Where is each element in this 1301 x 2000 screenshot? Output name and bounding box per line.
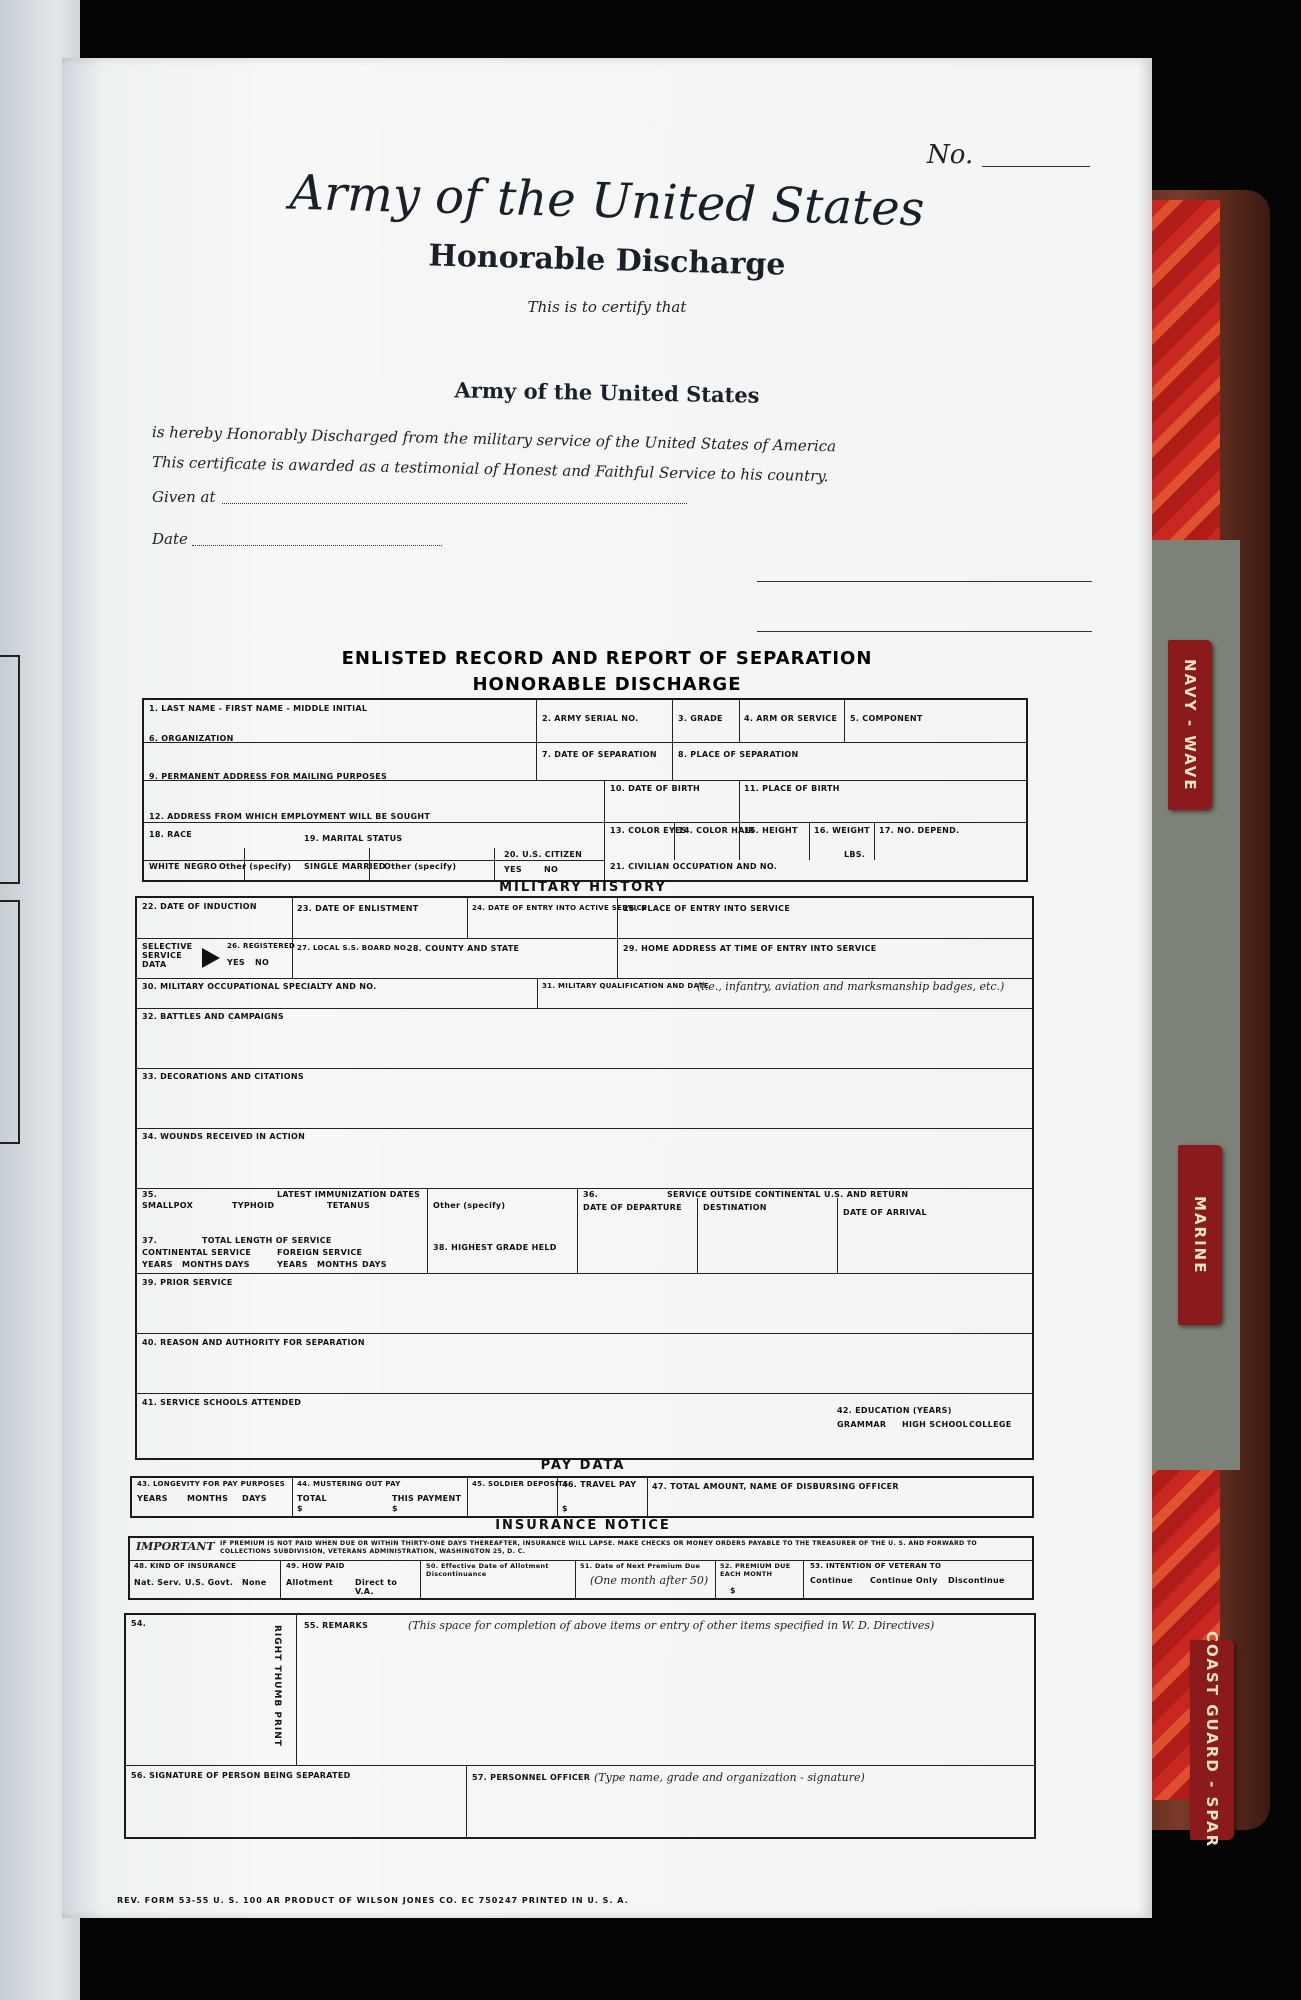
mustering-this-payment[interactable]: THIS PAYMENT: [392, 1494, 462, 1503]
immunization-tetanus[interactable]: TETANUS: [327, 1201, 371, 1210]
field-35: 35.: [142, 1190, 158, 1199]
field-color-eyes[interactable]: 13. COLOR EYES: [610, 826, 687, 835]
tab-navy-wave[interactable]: NAVY - WAVE: [1168, 640, 1212, 810]
paid-direct[interactable]: Direct to V.A.: [355, 1578, 398, 1596]
certificate-subtitle: Honorable Discharge: [428, 238, 786, 283]
foreign-months[interactable]: MONTHS: [317, 1260, 359, 1269]
left-page-form-box: [0, 900, 20, 1144]
remarks-note: (This space for completion of above items or entry of other items specified in W. D. Directives): [408, 1619, 935, 1632]
total-length-heading: TOTAL LENGTH OF SERVICE: [202, 1236, 332, 1245]
field-height[interactable]: 15. HEIGHT: [744, 826, 798, 835]
given-at-label: Given at: [152, 488, 216, 506]
field-organization[interactable]: 6. ORGANIZATION: [149, 734, 234, 743]
field-grade[interactable]: 3. GRADE: [678, 714, 723, 723]
immunization-typhoid[interactable]: TYPHOID: [232, 1201, 275, 1210]
longevity-years[interactable]: YEARS: [137, 1494, 168, 1503]
date-label: Date: [152, 530, 188, 548]
field-36: 36.: [583, 1190, 599, 1199]
intention-continue[interactable]: Continue: [810, 1576, 853, 1585]
service-outside-heading: SERVICE OUTSIDE CONTINENTAL U.S. AND RETURN: [667, 1190, 909, 1199]
citizen-yes[interactable]: YES: [504, 865, 522, 874]
field-marital-status: 19. MARITAL STATUS: [304, 834, 403, 843]
race-other[interactable]: Other (specify): [219, 862, 292, 871]
field-date-enlistment[interactable]: 23. DATE OF ENLISTMENT: [297, 904, 419, 913]
paid-allotment[interactable]: Allotment: [286, 1578, 333, 1587]
personal-info-box: [142, 698, 1028, 882]
field-total-amount[interactable]: 47. TOTAL AMOUNT, NAME OF DISBURSING OFFICER: [652, 1482, 899, 1491]
field-home-address[interactable]: 29. HOME ADDRESS AT TIME OF ENTRY INTO SERVICE: [623, 944, 877, 953]
foreign-service: FOREIGN SERVICE: [277, 1248, 363, 1257]
arrow-right-icon: [202, 948, 220, 968]
registered-no[interactable]: NO: [255, 958, 270, 967]
field-local-board[interactable]: 27. LOCAL S.S. BOARD NO.: [297, 944, 409, 952]
insurance-notice-text: IF PREMIUM IS NOT PAID WHEN DUE OR WITHIN THIRTY-ONE DAYS THEREAFTER, INSURANCE WILL LAPSE. MAKE CHECKS OR MONEY ORDERS PAYABLE TO THE TREASURER OF THE U. S. AND FORWARD TO COLLECTIONS SUBDIVISION, VETERANS ADMINISTRATION, WASHINGTON 25, D. C.: [220, 1540, 977, 1555]
field-mustering-out: 44. MUSTERING OUT PAY: [297, 1480, 401, 1488]
important-label: IMPORTANT: [136, 1540, 215, 1553]
marital-married[interactable]: MARRIED: [342, 862, 386, 871]
field-occupational-specialty[interactable]: 30. MILITARY OCCUPATIONAL SPECIALTY AND NO.: [142, 982, 377, 991]
tab-marine[interactable]: MARINE: [1178, 1145, 1222, 1325]
form-page: [62, 58, 1152, 1918]
field-departure[interactable]: DATE OF DEPARTURE: [583, 1203, 682, 1212]
marital-other[interactable]: Other (specify): [384, 862, 457, 871]
field-highest-grade[interactable]: 38. HIGHEST GRADE HELD: [433, 1243, 557, 1252]
thumb-print-area[interactable]: [130, 1635, 265, 1760]
mustering-total[interactable]: TOTAL: [297, 1494, 327, 1503]
field-wounds[interactable]: 34. WOUNDS RECEIVED IN ACTION: [142, 1132, 306, 1141]
field-remarks[interactable]: 55. REMARKS: [304, 1621, 369, 1630]
army-line: Army of the United States: [454, 377, 760, 408]
field-signature[interactable]: 56. SIGNATURE OF PERSON BEING SEPARATED: [131, 1771, 351, 1780]
next-premium-note: (One month after 50): [590, 1574, 709, 1587]
remarks-box: [124, 1613, 1036, 1839]
form-footer: REV. FORM 53-55 U. S. 100 AR PRODUCT OF WILSON JONES CO. EC 750247 PRINTED IN U. S. A.: [117, 1896, 629, 1905]
certificate-title: Army of the United States: [288, 164, 926, 238]
field-arm-service[interactable]: 4. ARM OR SERVICE: [744, 714, 838, 723]
field-battles[interactable]: 32. BATTLES AND CAMPAIGNS: [142, 1012, 284, 1021]
field-date-induction[interactable]: 22. DATE OF INDUCTION: [142, 902, 257, 911]
field-allotment-discontinuance[interactable]: 50. Effective Date of Allotment Discontinuance: [426, 1562, 549, 1578]
race-negro[interactable]: NEGRO: [184, 862, 218, 871]
field-military-qualification[interactable]: 31. MILITARY QUALIFICATION AND DATE: [542, 982, 709, 990]
field-longevity: 43. LONGEVITY FOR PAY PURPOSES: [137, 1480, 286, 1488]
foreign-years[interactable]: YEARS: [277, 1260, 308, 1269]
field-civilian-occupation[interactable]: 21. CIVILIAN OCCUPATION AND NO.: [610, 862, 778, 871]
insurance-box: [128, 1536, 1034, 1600]
field-no-depend[interactable]: 17. NO. DEPEND.: [879, 826, 960, 835]
insurance-heading: INSURANCE NOTICE: [495, 1518, 671, 1533]
field-place-separation[interactable]: 8. PLACE OF SEPARATION: [678, 750, 799, 759]
awarded-text: This certificate is awarded as a testimonial of Honest and Faithful Service to his country.: [151, 453, 829, 486]
intention-discontinue[interactable]: Discontinue: [948, 1576, 1005, 1585]
lbs-label: LBS.: [844, 850, 866, 859]
number-label: No.: [927, 140, 974, 170]
field-premium-due[interactable]: 52. PREMIUM DUE EACH MONTH: [720, 1562, 791, 1578]
field-travel-pay[interactable]: 46. TRAVEL PAY: [562, 1480, 637, 1489]
continental-service: CONTINENTAL SERVICE: [142, 1248, 252, 1257]
field-reason-authority[interactable]: 40. REASON AND AUTHORITY FOR SEPARATION: [142, 1338, 365, 1347]
field-destination[interactable]: DESTINATION: [703, 1203, 767, 1212]
thumb-print-label: RIGHT THUMB PRINT: [272, 1625, 282, 1747]
pay-data-box: [130, 1476, 1034, 1518]
foreign-days[interactable]: DAYS: [362, 1260, 387, 1269]
field-kind-insurance: 48. KIND OF INSURANCE: [134, 1562, 237, 1570]
field-37: 37.: [142, 1236, 158, 1245]
field-registered: 26. REGISTERED: [227, 942, 296, 950]
field-personnel-officer[interactable]: 57. PERSONNEL OFFICER: [472, 1773, 591, 1782]
field-place-entry[interactable]: 25. PLACE OF ENTRY INTO SERVICE: [623, 904, 791, 913]
left-page-form-box: [0, 655, 20, 884]
field-soldier-deposits[interactable]: 45. SOLDIER DEPOSITS: [472, 1480, 569, 1488]
tab-coast-guard-spar[interactable]: COAST GUARD - SPAR: [1190, 1640, 1234, 1840]
field-component[interactable]: 5. COMPONENT: [850, 714, 923, 723]
citizen-no[interactable]: NO: [544, 865, 559, 874]
field-us-citizen: 20. U.S. CITIZEN: [504, 850, 583, 859]
immunization-other[interactable]: Other (specify): [433, 1201, 506, 1210]
education-high-school[interactable]: HIGH SCHOOL: [902, 1420, 969, 1429]
field-color-hair[interactable]: 14. COLOR HAIR: [678, 826, 755, 835]
field-last-name[interactable]: 1. LAST NAME - FIRST NAME - MIDDLE INITIAL: [149, 704, 368, 713]
insurance-natserv[interactable]: Nat. Serv.: [134, 1578, 182, 1587]
education-college[interactable]: COLLEGE: [969, 1420, 1012, 1429]
field-permanent-address[interactable]: 9. PERMANENT ADDRESS FOR MAILING PURPOSES: [149, 772, 388, 781]
personnel-officer-note: (Type name, grade and organization - signature): [594, 1771, 865, 1784]
race-white[interactable]: WHITE: [149, 862, 180, 871]
field-date-entry[interactable]: 24. DATE OF ENTRY INTO ACTIVE SERVICE: [472, 904, 648, 912]
military-history-heading: MILITARY HISTORY: [499, 880, 667, 895]
field-54: 54.: [131, 1619, 147, 1628]
cont-years[interactable]: YEARS: [142, 1260, 173, 1269]
mustering-total-dollar: $: [297, 1504, 303, 1513]
cont-months[interactable]: MONTHS: [182, 1260, 224, 1269]
premium-dollar: $: [730, 1586, 736, 1595]
field-place-of-birth[interactable]: 11. PLACE OF BIRTH: [744, 784, 840, 793]
field-county-state[interactable]: 28. COUNTY AND STATE: [407, 944, 520, 953]
field-employment-address[interactable]: 12. ADDRESS FROM WHICH EMPLOYMENT WILL BE SOUGHT: [149, 812, 431, 821]
certify-text: This is to certify that: [527, 298, 687, 316]
field-arrival[interactable]: DATE OF ARRIVAL: [843, 1208, 927, 1217]
pay-data-heading: PAY DATA: [540, 1458, 626, 1473]
field-intention: 53. INTENTION OF VETERAN TO: [810, 1562, 942, 1570]
form-title: ENLISTED RECORD AND REPORT OF SEPARATION: [341, 648, 873, 669]
longevity-months[interactable]: MONTHS: [187, 1494, 229, 1503]
education-grammar[interactable]: GRAMMAR: [837, 1420, 887, 1429]
immunization-smallpox[interactable]: SMALLPOX: [142, 1201, 194, 1210]
separation-form: [62, 58, 1152, 1918]
field-how-paid: 49. HOW PAID: [286, 1562, 345, 1570]
cont-days[interactable]: DAYS: [225, 1260, 250, 1269]
field-weight[interactable]: 16. WEIGHT: [814, 826, 870, 835]
field-service-schools[interactable]: 41. SERVICE SCHOOLS ATTENDED: [142, 1398, 302, 1407]
registered-yes[interactable]: YES: [227, 958, 245, 967]
longevity-days[interactable]: DAYS: [242, 1494, 267, 1503]
field-date-separation[interactable]: 7. DATE OF SEPARATION: [542, 750, 657, 759]
field-serial-no[interactable]: 2. ARMY SERIAL NO.: [542, 714, 639, 723]
field-next-premium[interactable]: 51. Date of Next Premium Due: [580, 1562, 701, 1570]
insurance-none[interactable]: None: [242, 1578, 267, 1587]
field-prior-service[interactable]: 39. PRIOR SERVICE: [142, 1278, 233, 1287]
field-education: 42. EDUCATION (YEARS): [837, 1406, 952, 1415]
selective-service-label: SELECTIVE SERVICE DATA: [142, 942, 193, 969]
qualification-note: (i.e., infantry, aviation and marksmanship badges, etc.): [697, 980, 1005, 993]
field-race: 18. RACE: [149, 830, 193, 839]
mustering-payment-dollar: $: [392, 1504, 398, 1513]
discharged-text: is hereby Honorably Discharged from the military service of the United States of America: [151, 423, 837, 456]
field-date-of-birth[interactable]: 10. DATE OF BIRTH: [610, 784, 701, 793]
marital-single[interactable]: SINGLE: [304, 862, 339, 871]
immunization-heading: LATEST IMMUNIZATION DATES: [277, 1190, 421, 1199]
military-history-box: [135, 896, 1034, 1460]
field-decorations[interactable]: 33. DECORATIONS AND CITATIONS: [142, 1072, 304, 1081]
travel-pay-dollar: $: [562, 1504, 568, 1513]
insurance-usgovt[interactable]: U.S. Govt.: [185, 1578, 234, 1587]
intention-continue-only[interactable]: Continue Only: [870, 1576, 938, 1585]
form-subtitle: HONORABLE DISCHARGE: [472, 674, 742, 695]
